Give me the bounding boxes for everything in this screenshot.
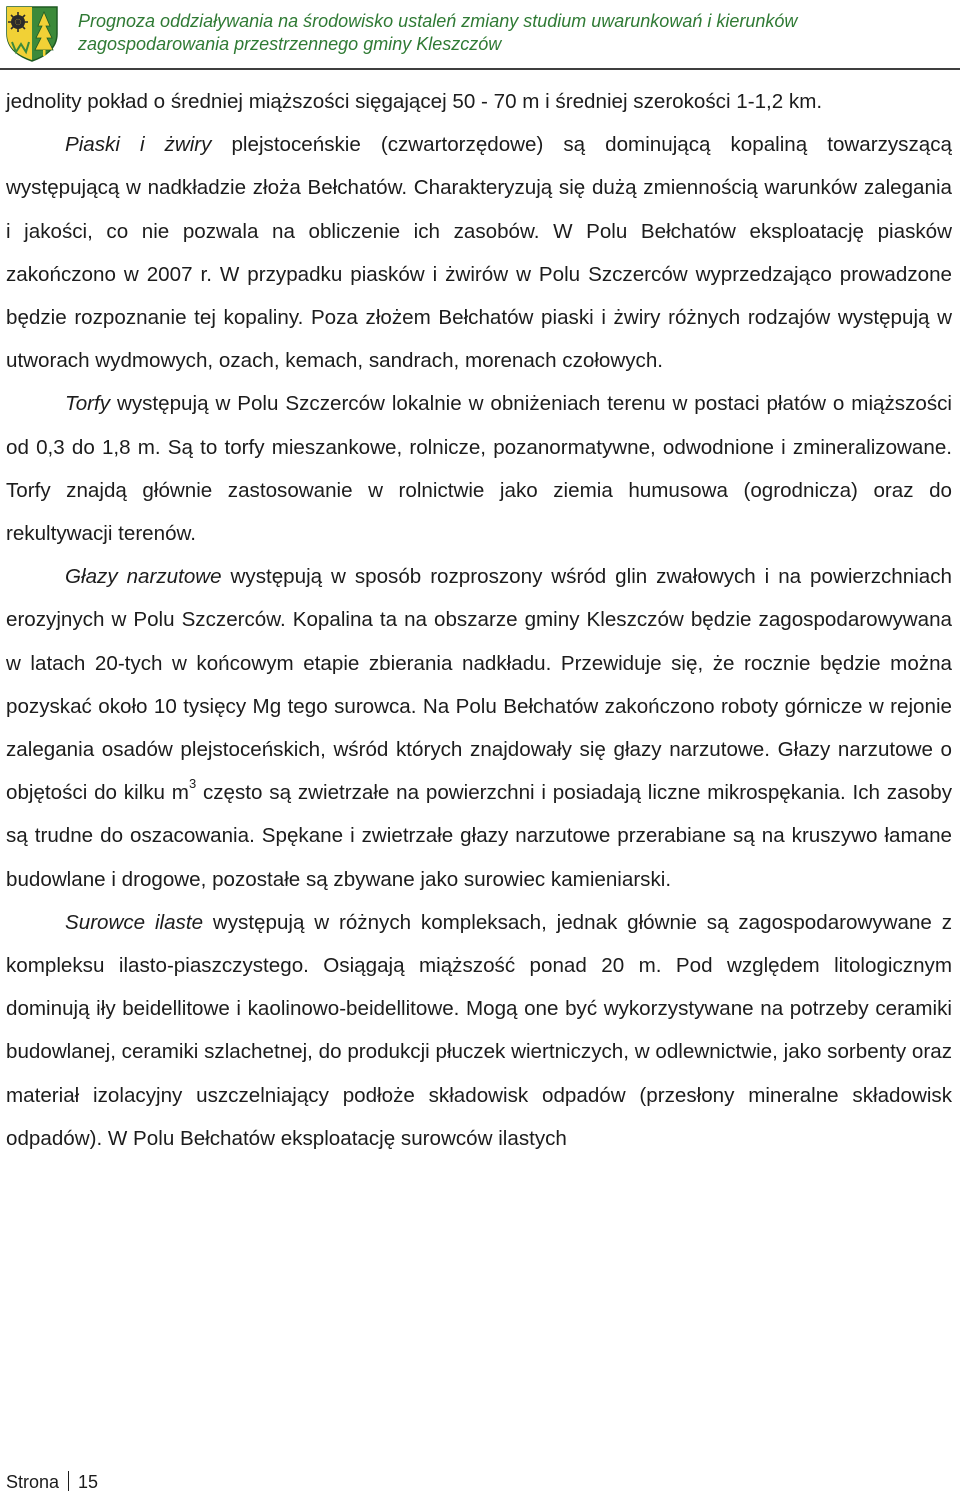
document-body — [6, 80, 952, 1160]
paragraph-erratic-boulders-text-1: występują w sposób rozproszony wśród glin zwałowych i na powierzchniach erozyjnych w Polu Szczerców. Kopalina ta na obszarze gminy Kleszczów będzie zagospodarowywana w latach 20-tych w końcowym etapie zbierania nadkładu. Przewiduje się, że rocznie będzie można pozyskać około 10 tysięcy Mg tego surowca. Na Polu Bełchatów zakończono roboty górnicze w rejonie zalegania osadów plejstoceńskich, wśród których znajdowały się głazy narzutowe. Głazy narzutowe o objętości do kilku m — [6, 565, 952, 805]
paragraph-clay-materials-text: występują w różnych kompleksach, jednak głównie są zagospodarowywane z kompleksu ilasto-piaszczystego. Osiągają miąższość ponad 20 m. Pod względem litologicznym dominują iły beidellitowe i kaolinowo-beidellitowe. Mogą one być wykorzystywane na potrzeby ceramiki budowlanej, ceramiki szlachetnej, do produkcji płuczek wiertniczych, w odlewnictwie, jako sorbenty oraz materiał izolacyjny uszczelniający podłoże składowisk odpadów (przesłony mineralne składowisk odpadów). W Polu Bełchatów eksploatację surowców ilastych — [6, 910, 952, 1150]
paragraph-peat-text: występują w Polu Szczerców lokalnie w obniżeniach terenu w postaci płatów o miąższości od 0,3 do 1,8 m. Są to torfy mieszankowe, rolnicze, pozanormatywne, odwodnione i zmineralizowane. Torfy znajdą głównie zastosowanie w rolnictwie jako ziemia humusowa (ogrodnicza) oraz do rekultywacji terenów. — [6, 392, 952, 546]
paragraph-erratic-boulders — [6, 555, 952, 901]
cubic-exponent: 3 — [188, 776, 197, 792]
page-header — [0, 0, 960, 66]
coat-of-arms-icon — [4, 4, 60, 62]
page-label: Strona — [6, 1472, 60, 1492]
paragraph-peat — [6, 382, 952, 555]
paragraph-erratic-boulders-text-2: często są zwietrzałe na powierzchni i posiadają liczne mikrospękania. Ich zasoby są trudne do oszacowania. Spękane i zwietrzałe głazy narzutowe przerabiane są na kruszywo łamane budowlane i drogowe, pozostałe są zbywane jako surowiec kamieniarski. — [6, 781, 953, 891]
term-clay-materials: Surowce ilaste — [65, 910, 204, 934]
document-title — [78, 10, 948, 56]
paragraph-sands-gravels-text: plejstoceńskie (czwartorzędowe) są dominującą kopaliną towarzyszącą występującą w nadkładzie złoża Bełchatów. Charakteryzują się dużą zmiennością warunków zalegania i jakości, co nie pozwala na obliczenie ich zasobów. W Polu Bełchatów eksploatację piasków zakończono w 2007 r. W przypadku piasków i żwirów w Polu Szczerców wyprzedzająco prowadzone będzie rozpoznanie tej kopaliny. Poza złożem Bełchatów piaski i żwiry różnych rodzajów występują w utworach wydmowych, ozach, kemach, sandrach, morenach czołowych. — [6, 133, 952, 373]
term-peat: Torfy — [65, 392, 111, 416]
document-title-line-2: zagospodarowania przestrzennego gminy Kleszczów — [78, 34, 502, 54]
header-divider — [0, 68, 960, 70]
page-number: 15 — [78, 1472, 99, 1492]
page-footer — [6, 1470, 98, 1494]
paragraph-sands-gravels — [6, 123, 952, 382]
paragraph-clay-materials — [6, 901, 952, 1160]
paragraph-lignite-deposit: jednolity pokład o średniej miąższości sięgającej 50 - 70 m i średniej szerokości 1-1,2 km. — [6, 90, 823, 113]
footer-separator — [68, 1471, 69, 1491]
document-title-line-1: Prognoza oddziaływania na środowisko ustaleń zmiany studium uwarunkowań i kierunków — [78, 11, 798, 31]
term-erratic-boulders: Głazy narzutowe — [65, 565, 222, 589]
term-sands-gravels: Piaski i żwiry — [65, 133, 212, 157]
